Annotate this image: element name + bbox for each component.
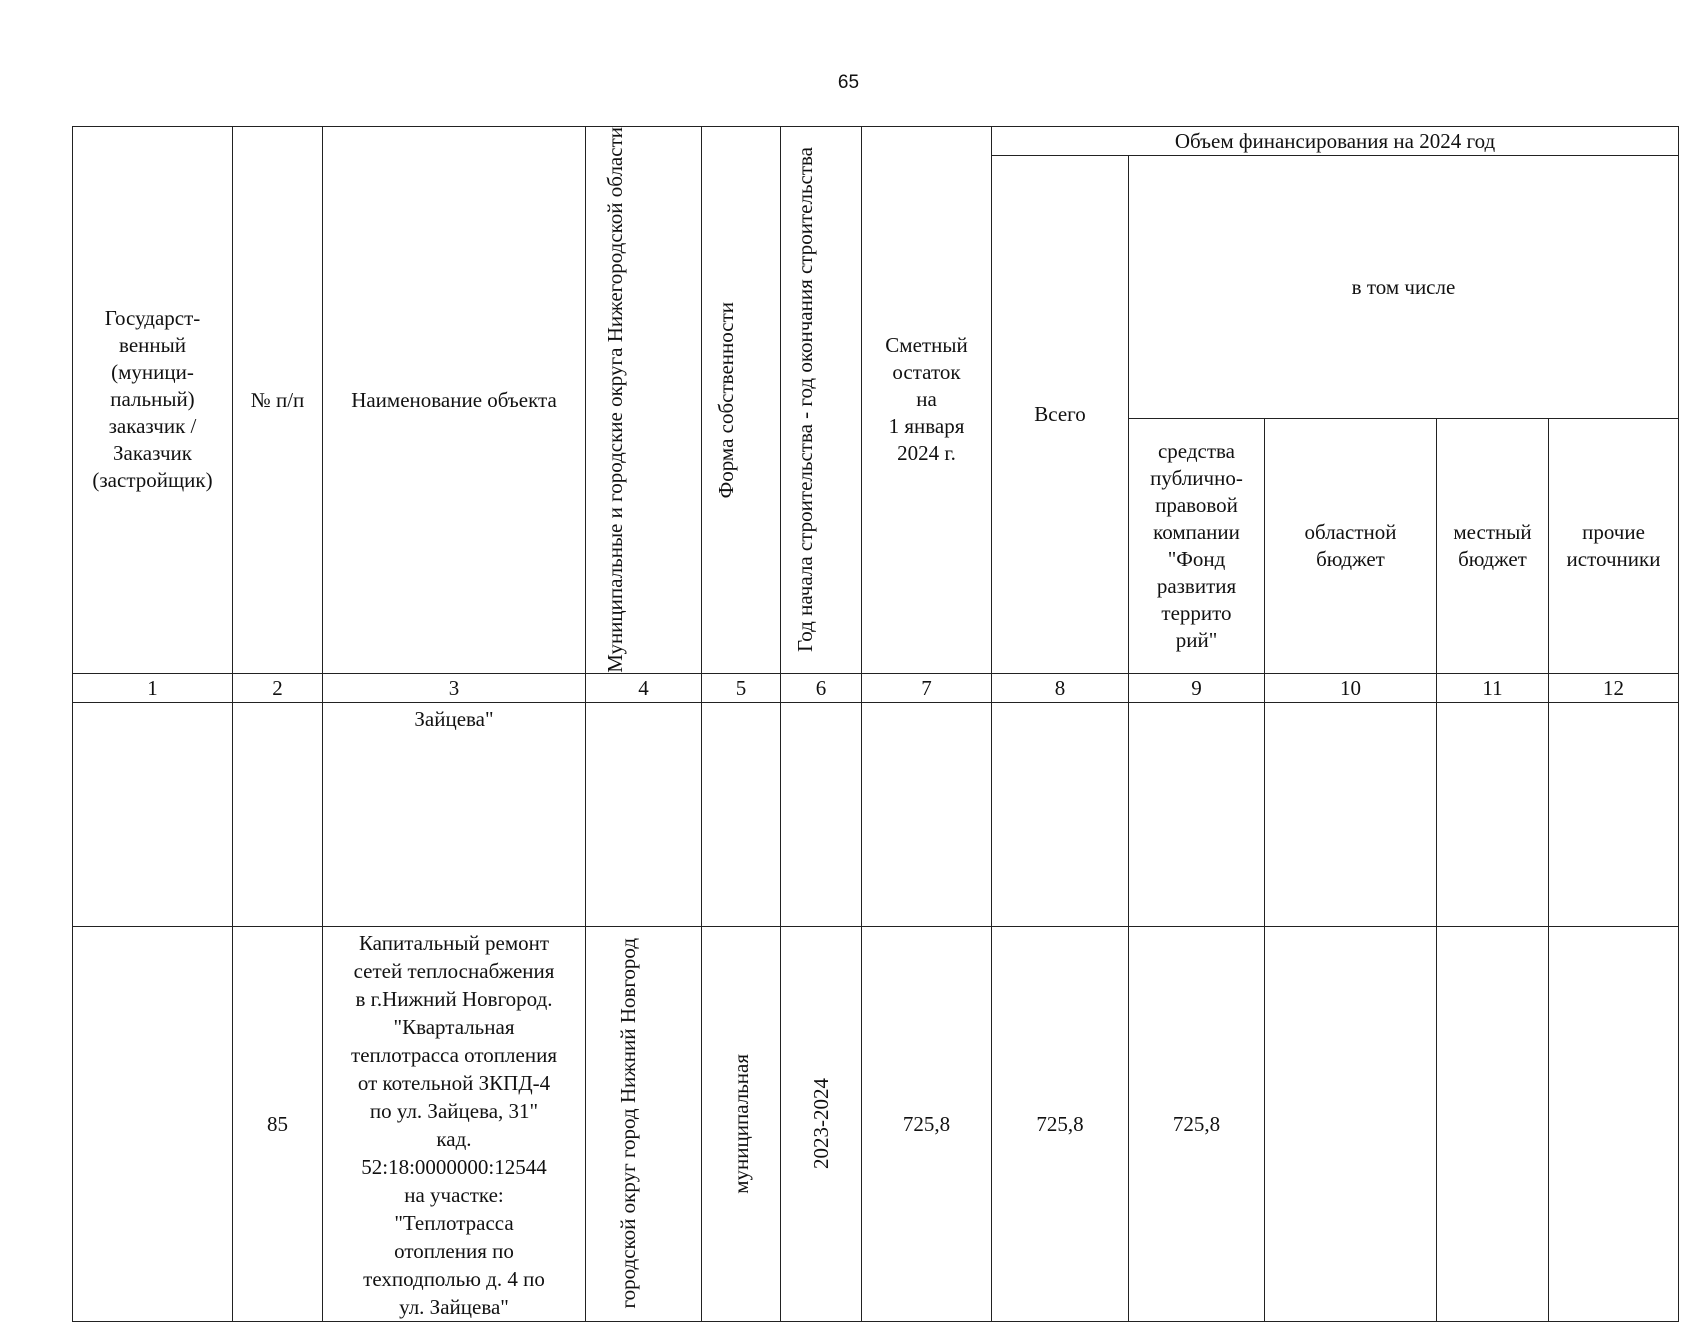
cell-municipality bbox=[586, 702, 702, 926]
cell-total: 725,8 bbox=[992, 926, 1129, 1321]
page-number: 65 bbox=[837, 72, 860, 93]
column-number: 2 bbox=[233, 673, 323, 702]
column-number: 6 bbox=[781, 673, 862, 702]
column-number: 11 bbox=[1437, 673, 1549, 702]
header-row-1 bbox=[73, 127, 1679, 156]
cell-other bbox=[1549, 926, 1679, 1321]
cell-ownership: муниципальная bbox=[702, 926, 781, 1321]
column-number: 1 bbox=[73, 673, 233, 702]
header-row-no: № п/п bbox=[233, 127, 323, 674]
cell-object-name: Зайцева" bbox=[323, 702, 586, 926]
column-number: 10 bbox=[1265, 673, 1437, 702]
column-number: 4 bbox=[586, 673, 702, 702]
column-number-row bbox=[73, 673, 1679, 702]
header-financing-volume: Объем финансирования на 2024 год bbox=[992, 127, 1679, 156]
cell-ownership bbox=[702, 702, 781, 926]
header-fund: средства публично- правовой компании "Фонд развития террито рий" bbox=[1129, 418, 1265, 673]
column-number: 9 bbox=[1129, 673, 1265, 702]
cell-municipality: городской округ город Нижний Новгород bbox=[586, 926, 702, 1321]
header-customer: Государст- венный (муници- пальный) заказчик / Заказчик (застройщик) bbox=[73, 127, 233, 674]
cell-customer bbox=[73, 926, 233, 1321]
header-including: в том числе bbox=[1129, 156, 1679, 419]
column-number: 5 bbox=[702, 673, 781, 702]
cell-total bbox=[992, 702, 1129, 926]
header-municipalities: Муниципальные и городские округа Нижегородской области bbox=[586, 127, 702, 674]
cell-years bbox=[781, 702, 862, 926]
cell-regional bbox=[1265, 702, 1437, 926]
column-number: 7 bbox=[862, 673, 992, 702]
header-local-budget: местный бюджет bbox=[1437, 418, 1549, 673]
financing-table bbox=[72, 126, 1679, 1322]
cell-fund bbox=[1129, 702, 1265, 926]
header-estimate-balance: Сметный остаток на 1 января 2024 г. bbox=[862, 127, 992, 674]
cell-other bbox=[1549, 702, 1679, 926]
cell-local bbox=[1437, 926, 1549, 1321]
header-years: Год начала строительства - год окончания строительства bbox=[781, 127, 862, 674]
cell-years: 2023-2024 bbox=[781, 926, 862, 1321]
cell-fund: 725,8 bbox=[1129, 926, 1265, 1321]
cell-local bbox=[1437, 702, 1549, 926]
cell-estimate: 725,8 bbox=[862, 926, 992, 1321]
header-regional-budget: областной бюджет bbox=[1265, 418, 1437, 673]
cell-estimate bbox=[862, 702, 992, 926]
header-ownership: Форма собственности bbox=[702, 127, 781, 674]
header-other-sources: прочие источники bbox=[1549, 418, 1679, 673]
cell-object-name: Капитальный ремонт сетей теплоснабжения в г.Нижний Новгород. "Квартальная теплотрасса отопления от котельной ЗКПД-4 по ул. Зайцева, 31" кад. 52:18:0000000:12544 на участке: "Теплотрасса отопления по техподполью д. 4 по ул. Зайцева" bbox=[323, 926, 586, 1321]
header-object-name: Наименование объекта bbox=[323, 127, 586, 674]
table-row bbox=[73, 702, 1679, 926]
column-number: 3 bbox=[323, 673, 586, 702]
column-number: 8 bbox=[992, 673, 1129, 702]
header-total: Всего bbox=[992, 156, 1129, 674]
table-row bbox=[73, 926, 1679, 1321]
column-number: 12 bbox=[1549, 673, 1679, 702]
cell-regional bbox=[1265, 926, 1437, 1321]
cell-customer bbox=[73, 702, 233, 926]
cell-no bbox=[233, 702, 323, 926]
cell-no: 85 bbox=[233, 926, 323, 1321]
